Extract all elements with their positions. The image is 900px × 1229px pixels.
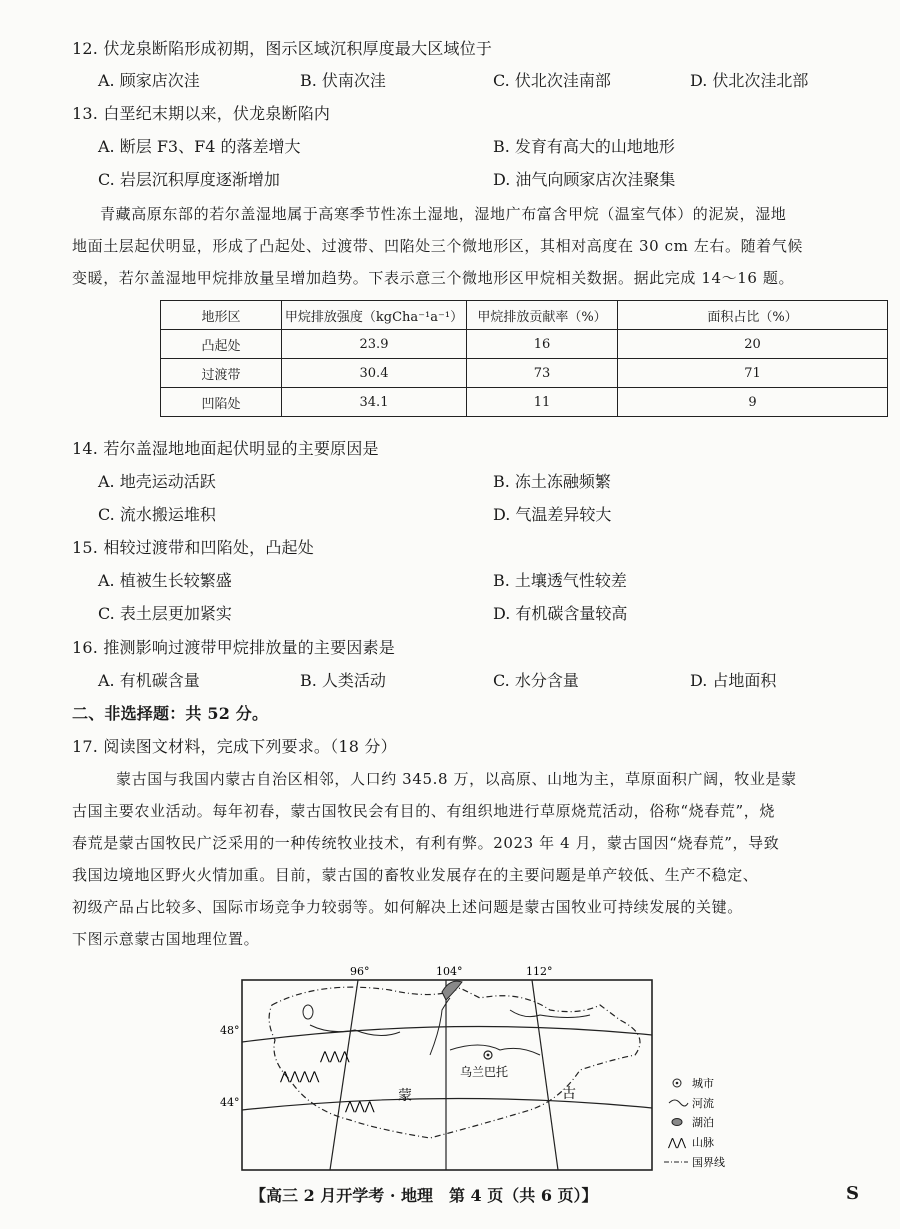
question-16-stem: 16. 推测影响过渡带甲烷排放量的主要因素是 xyxy=(72,638,395,657)
q15-option-d: D. 有机碳含量较高 xyxy=(493,604,628,623)
table-cell: 73 xyxy=(467,359,618,388)
table-row xyxy=(161,359,888,388)
table-cell: 23.9 xyxy=(282,330,467,359)
lat-label-44: 44° xyxy=(220,1096,240,1109)
corner-mark: S xyxy=(846,1183,859,1204)
q12-option-a: A. 顾家店次洼 xyxy=(98,71,200,90)
table-header: 面积占比（%） xyxy=(618,301,888,330)
mountain-icon: ⋀⋀⋀ xyxy=(320,1049,350,1063)
svg-text:⋀⋀: ⋀⋀ xyxy=(668,1136,687,1149)
table-row xyxy=(161,388,888,417)
q14-option-c: C. 流水搬运堆积 xyxy=(98,505,216,524)
table-cell: 过渡带 xyxy=(161,359,282,388)
q16-option-b: B. 人类活动 xyxy=(300,671,386,690)
parallel-44 xyxy=(242,1098,652,1110)
river xyxy=(450,1045,540,1055)
q17-passage-line-2: 古国主要农业活动。每年初春，蒙古国牧民会有目的、有组织地进行草原烧荒活动，俗称“烧春荒”，烧 xyxy=(72,802,775,820)
passage-line-1: 青藏高原东部的若尔盖湿地属于高寒季节性冻土湿地，湿地广布富含甲烷（温室气体）的泥炭，湿地 xyxy=(100,205,787,223)
table-header-row xyxy=(161,301,888,330)
table-header: 甲烷排放强度（kgCha⁻¹a⁻¹） xyxy=(282,301,467,330)
q15-option-b: B. 土壤透气性较差 xyxy=(493,571,627,590)
lake-icon xyxy=(303,1005,313,1019)
q16-option-a: A. 有机碳含量 xyxy=(98,671,200,690)
methane-data-table xyxy=(160,300,888,417)
page-footer: 【高三 2 月开学考 · 地理 第 4 页（共 6 页）】 xyxy=(250,1186,598,1205)
q16-option-c: C. 水分含量 xyxy=(493,671,579,690)
q13-option-b: B. 发育有高大的山地地形 xyxy=(493,137,675,156)
q12-option-d: D. 伏北次洼北部 xyxy=(690,71,809,90)
table-header: 地形区 xyxy=(161,301,282,330)
table-cell: 凸起处 xyxy=(161,330,282,359)
meridian-112 xyxy=(532,980,558,1170)
map-label-gu: 古 xyxy=(562,1086,576,1102)
map-legend xyxy=(664,1077,725,1169)
table-cell: 凹陷处 xyxy=(161,388,282,417)
lat-label-48: 48° xyxy=(220,1024,240,1037)
lon-label-96: 96° xyxy=(350,965,370,978)
q17-passage-line-6: 下图示意蒙古国地理位置。 xyxy=(72,930,260,948)
table-cell: 20 xyxy=(618,330,888,359)
q16-option-d: D. 占地面积 xyxy=(690,671,777,690)
table-cell: 34.1 xyxy=(282,388,467,417)
question-12-stem: 12. 伏龙泉断陷形成初期，图示区域沉积厚度最大区域位于 xyxy=(72,39,493,58)
mountain-icon: ⋀⋀⋀⋀ xyxy=(280,1069,320,1083)
q13-option-c: C. 岩层沉积厚度逐渐增加 xyxy=(98,170,280,189)
q17-passage-line-1: 蒙古国与我国内蒙古自治区相邻，人口约 345.8 万，以高原、山地为主，草原面积广阔，牧业是蒙 xyxy=(116,770,797,788)
lake-baikal xyxy=(442,981,462,1000)
q17-passage-line-5: 初级产品占比较多、国际市场竞争力较弱等。如何解决上述问题是蒙古国牧业可持续发展的关键。 xyxy=(72,898,743,916)
q13-option-d: D. 油气向顾家店次洼聚集 xyxy=(493,170,676,189)
q14-option-d: D. 气温差异较大 xyxy=(493,505,612,524)
table-cell: 30.4 xyxy=(282,359,467,388)
mongolia-map xyxy=(180,960,740,1175)
legend-border: 国界线 xyxy=(692,1156,725,1169)
table-cell: 71 xyxy=(618,359,888,388)
table-cell: 9 xyxy=(618,388,888,417)
meridian-96 xyxy=(330,980,358,1170)
question-13-stem: 13. 白垩纪末期以来，伏龙泉断陷内 xyxy=(72,104,331,123)
legend-river: 河流 xyxy=(692,1097,714,1110)
q12-option-c: C. 伏北次洼南部 xyxy=(493,71,611,90)
river xyxy=(310,1025,400,1036)
q17-passage-line-3: 春荒是蒙古国牧民广泛采用的一种传统牧业技术，有利有弊。2023 年 4 月，蒙古国因“烧春荒”，导致 xyxy=(72,834,780,852)
q15-option-a: A. 植被生长较繁盛 xyxy=(98,571,232,590)
lon-label-104: 104° xyxy=(436,965,463,978)
question-14-stem: 14. 若尔盖湿地地面起伏明显的主要原因是 xyxy=(72,439,379,458)
map-label-meng: 蒙 xyxy=(398,1088,412,1104)
passage-line-2: 地面土层起伏明显，形成了凸起处、过渡带、凹陷处三个微地形区，其相对高度在 30 cm 左右。随着气候 xyxy=(72,237,804,255)
legend-city: 城市 xyxy=(692,1077,714,1090)
parallel-48 xyxy=(242,1026,652,1042)
legend-lake: 湖泊 xyxy=(692,1116,714,1129)
q17-passage-line-4: 我国边境地区野火火情加重。目前，蒙古国的畜牧业发展存在的主要问题是单产较低、生产不稳定、 xyxy=(72,866,759,884)
table-cell: 16 xyxy=(467,330,618,359)
q15-option-c: C. 表土层更加紧实 xyxy=(98,604,232,623)
passage-line-3: 变暖，若尔盖湿地甲烷排放量呈增加趋势。下表示意三个微地形区甲烷相关数据。据此完成 14～16 题。 xyxy=(72,269,795,287)
mountain-icon: ⋀⋀⋀ xyxy=(345,1099,375,1113)
table-header: 甲烷排放贡献率（%） xyxy=(467,301,618,330)
lon-label-112: 112° xyxy=(526,965,553,978)
city-dot xyxy=(487,1054,490,1057)
section-heading: 二、非选择题：共 52 分。 xyxy=(72,704,269,723)
q14-option-b: B. 冻土冻融频繁 xyxy=(493,472,611,491)
table-cell: 11 xyxy=(467,388,618,417)
q14-option-a: A. 地壳运动活跃 xyxy=(98,472,216,491)
q12-option-b: B. 伏南次洼 xyxy=(300,71,386,90)
table-row xyxy=(161,330,888,359)
q13-option-a: A. 断层 F3、F4 的落差增大 xyxy=(98,137,301,156)
city-label-ulaanbaatar: 乌兰巴托 xyxy=(460,1065,509,1079)
question-15-stem: 15. 相较过渡带和凹陷处，凸起处 xyxy=(72,538,314,557)
legend-mountain: 山脉 xyxy=(692,1136,714,1149)
question-17-stem: 17. 阅读图文材料，完成下列要求。（18 分） xyxy=(72,737,397,756)
